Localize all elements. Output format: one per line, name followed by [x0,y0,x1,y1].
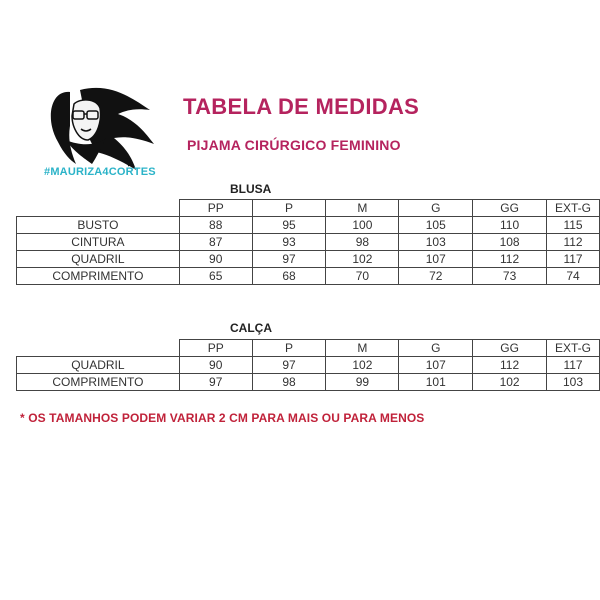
size-header-cell: P [252,200,326,217]
value-cell: 97 [179,374,252,391]
table-header-row [17,340,600,357]
table-row [17,357,600,374]
brand-hashtag: #MAURIZA4CORTES [44,166,156,178]
logo-illustration-icon [40,80,160,180]
calca-size-table [16,339,600,391]
measure-label-cell: COMPRIMENTO [17,268,180,285]
value-cell: 102 [473,374,547,391]
table-row [17,251,600,268]
value-cell: 103 [399,234,473,251]
measure-label-cell: QUADRIL [17,251,180,268]
value-cell: 98 [326,234,399,251]
value-cell: 97 [252,251,326,268]
value-cell: 117 [547,251,600,268]
table-header-row [17,200,600,217]
measure-label-cell: CINTURA [17,234,180,251]
page-subtitle: PIJAMA CIRÚRGICO FEMININO [187,137,401,153]
value-cell: 98 [252,374,326,391]
measure-label-cell: BUSTO [17,217,180,234]
value-cell: 102 [326,251,399,268]
size-header-cell: PP [179,340,252,357]
value-cell: 100 [326,217,399,234]
value-cell: 97 [252,357,326,374]
blusa-size-table [16,199,600,285]
table-row [17,374,600,391]
size-header-cell: G [399,200,473,217]
value-cell: 87 [179,234,252,251]
value-cell: 90 [179,357,252,374]
value-cell: 107 [399,251,473,268]
value-cell: 70 [326,268,399,285]
value-cell: 107 [399,357,473,374]
value-cell: 103 [547,374,600,391]
size-header-cell: M [326,340,399,357]
table-corner-cell [17,340,180,357]
value-cell: 108 [473,234,547,251]
size-header-cell: GG [473,200,547,217]
value-cell: 73 [473,268,547,285]
measure-label-cell: COMPRIMENTO [17,374,180,391]
value-cell: 117 [547,357,600,374]
table-row [17,268,600,285]
value-cell: 68 [252,268,326,285]
value-cell: 88 [179,217,252,234]
value-cell: 110 [473,217,547,234]
value-cell: 105 [399,217,473,234]
measure-label-cell: QUADRIL [17,357,180,374]
value-cell: 72 [399,268,473,285]
value-cell: 112 [473,357,547,374]
size-header-cell: M [326,200,399,217]
value-cell: 90 [179,251,252,268]
size-variation-note: * OS TAMANHOS PODEM VARIAR 2 CM PARA MAIS OU PARA MENOS [20,411,425,425]
blusa-section-label: BLUSA [230,182,272,196]
page-title: TABELA DE MEDIDAS [183,94,420,119]
value-cell: 112 [547,234,600,251]
calca-section-label: CALÇA [230,321,272,335]
value-cell: 74 [547,268,600,285]
value-cell: 101 [399,374,473,391]
size-header-cell: EXT-G [547,200,600,217]
size-header-cell: EXT-G [547,340,600,357]
table-corner-cell [17,200,180,217]
value-cell: 112 [473,251,547,268]
value-cell: 65 [179,268,252,285]
size-header-cell: PP [179,200,252,217]
value-cell: 99 [326,374,399,391]
size-header-cell: GG [473,340,547,357]
table-row [17,234,600,251]
value-cell: 102 [326,357,399,374]
table-row [17,217,600,234]
size-header-cell: G [399,340,473,357]
value-cell: 115 [547,217,600,234]
value-cell: 95 [252,217,326,234]
value-cell: 93 [252,234,326,251]
size-header-cell: P [252,340,326,357]
